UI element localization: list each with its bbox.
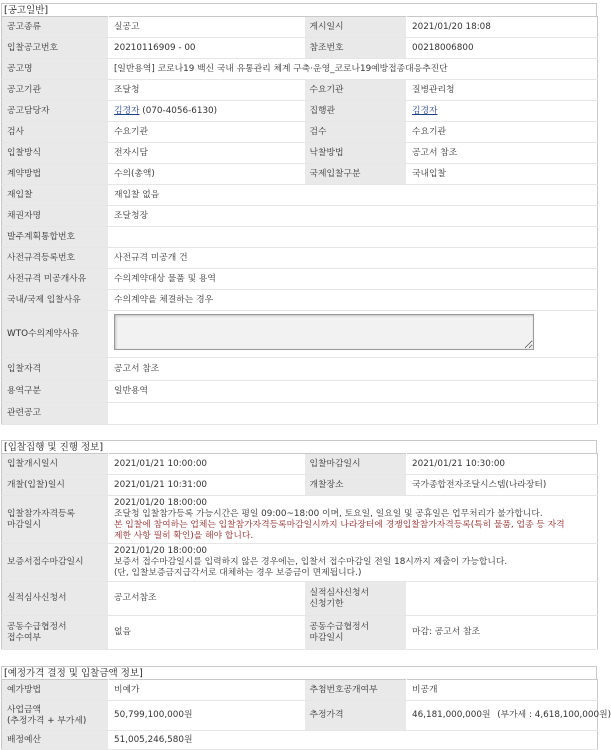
label-demand-agency: 수요기관 (305, 80, 407, 101)
value-bid-method: 전자시담 (109, 143, 305, 164)
label-performance-review-deadline-line2: 신청기한 (309, 598, 344, 609)
value-bid-qualification: 공고서 참조 (109, 358, 598, 381)
value-bid-close: 2021/01/21 10:30:00 (407, 454, 598, 475)
label-performance-review-deadline-line1: 실적심사신청서 (309, 587, 369, 598)
label-service-type: 용역구분 (2, 381, 109, 403)
value-domestic-intl-reason: 수의계약을 체결하는 경우 (109, 290, 598, 311)
value-opening-time: 2021/01/21 10:31:00 (109, 475, 305, 496)
label-pre-spec-number: 사전규격등록번호 (2, 248, 109, 269)
label-notice-type: 공고종류 (2, 17, 109, 38)
value-estimate-method: 비예가 (109, 680, 305, 701)
label-bid-qualification: 입찰자격 (2, 358, 109, 381)
general-info-table (1, 16, 598, 425)
manager-name-link[interactable]: 김경자 (114, 105, 140, 116)
label-executor: 집행관 (305, 101, 407, 122)
value-service-type: 일반용역 (109, 381, 598, 403)
label-notice-name: 공고명 (2, 59, 109, 80)
label-posted-at: 게시일시 (305, 17, 407, 38)
label-joint-agreement-deadline-line1: 공동수급협정서 (309, 621, 369, 632)
label-notice-agency: 공고기관 (2, 80, 109, 101)
value-opening-place: 국가종합전자조달시스템(나라장터) (407, 475, 598, 496)
value-joint-agreement-receipt: 없음 (109, 616, 305, 650)
manager-phone: (070-4056-6130) (142, 105, 218, 116)
label-joint-agreement-receipt-line1: 공동수급협정서 (7, 621, 67, 632)
label-joint-agreement-receipt-line2: 접수여부 (7, 632, 41, 643)
label-intl-bid-type: 국제입찰구분 (305, 164, 407, 185)
label-joint-agreement-deadline-line2: 마감일시 (309, 632, 344, 643)
label-notice-number: 입찰공고번호 (2, 38, 109, 59)
value-posted-at: 2021/01/20 18:08 (407, 17, 598, 38)
value-inspection: 수요기관 (109, 122, 305, 143)
registration-warning-line2: 제한 사항 필히 확인)을 해야 합니다. (114, 530, 254, 541)
label-wto-reason: WTO수의계약사유 (2, 311, 109, 358)
value-project-amount: 50,799,100,000원 (109, 701, 305, 731)
label-guarantee-deadline: 보증서접수마감일시 (2, 544, 109, 582)
estimated-price-amount: 46,181,000,000원 (412, 710, 491, 720)
value-notice-type: 실공고 (109, 17, 305, 38)
value-notice-agency: 조달청 (109, 80, 305, 101)
estimated-price-vat: (부가세 : 4,618,100,000원) (497, 710, 611, 720)
value-wto-reason (109, 311, 598, 358)
registration-hours-notice: 조달청 입찰참가등록 가능시간은 평일 09:00~18:00 이며, 토요일, 일요일 및 공휴일은 업무처리가 불가합니다. (114, 508, 543, 519)
value-intl-bid-type: 국내입찰 (407, 164, 598, 185)
label-project-amount-line1: 사업금액 (7, 704, 41, 715)
value-award-method: 공고서 참조 (407, 143, 598, 164)
label-opening-place: 개찰장소 (305, 475, 407, 496)
value-executor (407, 101, 598, 122)
value-notice-number: 20210116909 - 00 (109, 38, 305, 59)
label-creditor: 채권자명 (2, 206, 109, 227)
value-performance-review-deadline (407, 582, 598, 616)
registration-deadline-datetime: 2021/01/20 18:00:00 (114, 497, 208, 508)
label-joint-agreement-receipt (2, 616, 109, 650)
label-inspection: 검사 (2, 122, 109, 143)
guarantee-deadline-datetime: 2021/01/20 18:00:00 (114, 546, 208, 556)
label-bid-start: 입찰개시일시 (2, 454, 109, 475)
value-order-plan-number (109, 227, 598, 248)
label-notice-manager: 공고담당자 (2, 101, 109, 122)
value-contract-method: 수의(총액) (109, 164, 305, 185)
value-allocated-budget: 51,005,246,580원 (109, 731, 598, 750)
label-estimated-price: 추정가격 (305, 701, 407, 731)
value-registration-deadline (109, 496, 598, 544)
wto-reason-textarea[interactable] (114, 314, 534, 350)
label-contract-method: 계약방법 (2, 164, 109, 185)
value-pre-spec-number: 사전규격 미공개 건 (109, 248, 598, 269)
value-draw-number-disclosure: 비공개 (407, 680, 598, 701)
label-allocated-budget: 배정예산 (2, 731, 109, 750)
section-general-title: [공고일반] (1, 3, 597, 16)
label-registration-deadline-line1: 입찰참가자격등록 (7, 508, 75, 519)
guarantee-deadline-exemption: (단, 입찰보증금지급각서로 대체하는 경우 보증금이 면제됩니다.) (114, 568, 362, 578)
label-bid-method: 입찰방식 (2, 143, 109, 164)
label-joint-agreement-deadline (305, 616, 407, 650)
label-draw-number-disclosure: 추첨번호공개여부 (305, 680, 407, 701)
value-creditor: 조달청장 (109, 206, 598, 227)
value-bid-start: 2021/01/21 10:00:00 (109, 454, 305, 475)
value-guarantee-deadline (109, 544, 598, 582)
value-joint-agreement-deadline: 마감: 공고서 참조 (407, 616, 598, 650)
value-related-notice (109, 403, 598, 425)
section-bid-progress-title: [입찰집행 및 진행 정보] (1, 440, 597, 453)
label-acceptance: 검수 (305, 122, 407, 143)
value-pre-spec-private-reason: 수의계약대상 물품 및 용역 (109, 269, 598, 290)
label-registration-deadline (2, 496, 109, 544)
label-pre-spec-private-reason: 사전규격 미공개사유 (2, 269, 109, 290)
label-bid-close: 입찰마감일시 (305, 454, 407, 475)
label-project-amount (2, 701, 109, 731)
label-performance-review-deadline (305, 582, 407, 616)
value-performance-review: 공고서참조 (109, 582, 305, 616)
label-order-plan-number: 발주계획통합번호 (2, 227, 109, 248)
label-related-notice: 관련공고 (2, 403, 109, 425)
label-estimate-method: 예가방법 (2, 680, 109, 701)
guarantee-deadline-notice: 보증서 접수마감일시를 입력하지 않은 경우에는, 입찰서 접수마감일 전일 18시까지 제출이 가능합니다. (114, 557, 508, 567)
price-info-table (1, 679, 611, 750)
executor-name-link[interactable]: 김경자 (412, 105, 438, 116)
value-notice-manager (109, 101, 305, 122)
label-project-amount-line2: (추정가격 + 부가세) (7, 715, 87, 726)
label-award-method: 낙찰방법 (305, 143, 407, 164)
label-rebid: 재입찰 (2, 185, 109, 206)
value-reference-number: 00218006800 (407, 38, 598, 59)
label-reference-number: 참조번호 (305, 38, 407, 59)
label-opening-time: 개찰(입찰)일시 (2, 475, 109, 496)
section-price-title: [예정가격 결정 및 입찰금액 정보] (1, 666, 597, 679)
value-demand-agency: 질병관리청 (407, 80, 598, 101)
value-estimated-price (407, 701, 611, 731)
label-domestic-intl-reason: 국내/국제 입찰사유 (2, 290, 109, 311)
label-performance-review: 실적심사신청서 (2, 582, 109, 616)
bid-progress-table (1, 453, 598, 650)
label-registration-deadline-line2: 마감일시 (7, 519, 41, 530)
value-rebid: 재입찰 없음 (109, 185, 598, 206)
value-notice-name: [일반용역] 코로나19 백신 국내 유통관리 체계 구축·운영_코로나19예방접종대응추진단 (109, 59, 598, 80)
value-acceptance: 수요기관 (407, 122, 598, 143)
registration-warning-line1: 본 입찰에 참여하는 업체는 입찰참가자격등록마감일시까지 나라장터에 경쟁입찰참가자격등록(특히 물품, 업종 등 자격 (114, 519, 565, 530)
